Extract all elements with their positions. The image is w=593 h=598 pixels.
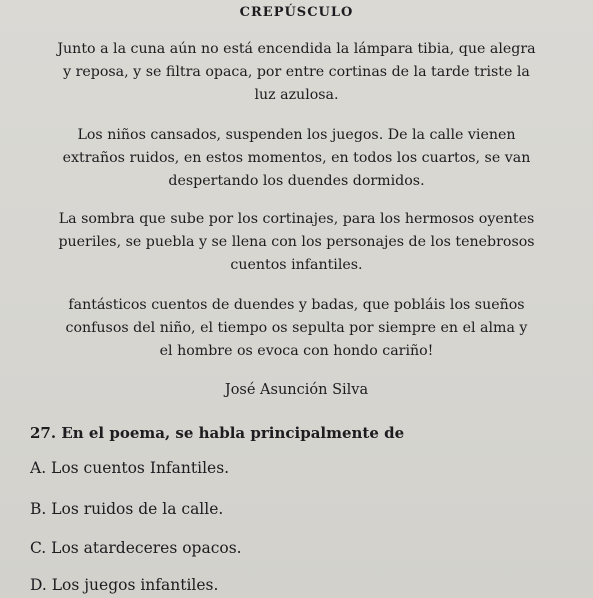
stanza-2 [30,124,563,193]
stanza-line: Junto a la cuna aún no está encendida la lámpara tibia, que alegra [57,41,536,57]
stanza-line: pueriles, se puebla y se llena con los personajes de los tenebrosos [58,234,535,250]
stanza-line: el hombre os evoca con hondo cariño! [159,343,434,359]
stanza-line: luz azulosa. [254,87,339,103]
stanza-line: cuentos infantiles. [230,257,363,273]
answer-option-c[interactable]: C. Los atardeceres opacos. [30,539,242,557]
stanza-line: extraños ruidos, en estos momentos, en todos los cuartos, se van [62,150,531,166]
stanza-line: Los niños cansados, suspenden los juegos. De la calle vienen [77,127,516,143]
stanza-4 [30,294,563,363]
stanza-line: confusos del niño, el tiempo os sepulta por siempre en el alma y [65,320,528,336]
stanza-3 [30,208,563,277]
question-text: 27. En el poema, se habla principalmente de [30,424,405,442]
poem-title: CREPÚSCULO [239,5,354,20]
answer-option-a[interactable]: A. Los cuentos Infantiles. [30,459,230,477]
stanza-line: y reposa, y se filtra opaca, por entre cortinas de la tarde triste la [63,64,530,80]
stanza-line: La sombra que sube por los cortinajes, para los hermosos oyentes [58,211,535,227]
stanza-line: fantásticos cuentos de duendes y badas, que pobláis los sueños [68,297,525,313]
answer-option-d[interactable]: D. Los juegos infantiles. [30,576,219,594]
answer-option-b[interactable]: B. Los ruidos de la calle. [30,500,224,518]
poem-author: José Asunción Silva [224,382,369,398]
stanza-1 [30,38,563,107]
stanza-line: despertando los duendes dormidos. [168,173,425,189]
